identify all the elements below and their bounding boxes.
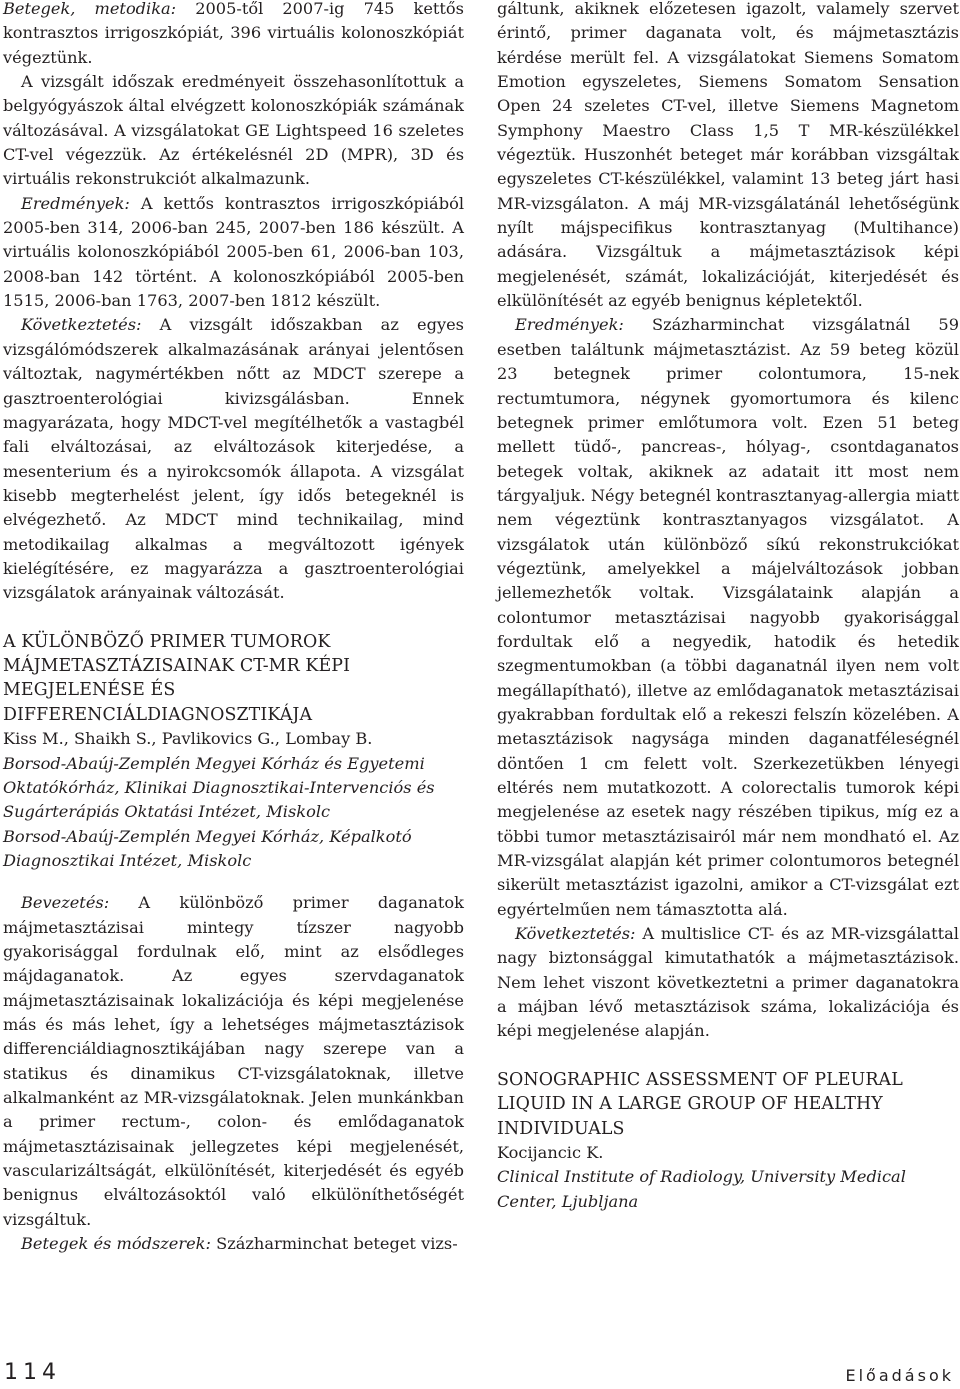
abstract-title: A KÜLÖNBÖZŐ PRIMER TUMOROK MÁJMETASZTÁZISAINAK CT-MR KÉPI MEGJELENÉSE ÉS DIFFERENCIÁLDIAGNOSZTIKÁJA (3, 631, 351, 725)
patients-continued-paragraph (497, 0, 959, 313)
abstract-affiliation-1: Borsod-Abaúj-Zemplén Megyei Kórház és Egyetemi Oktatókórház, Klinikai Diagnosztikai-Intervenciós és Sugárterápiás Oktatási Intézet, Miskolc (3, 753, 435, 822)
comparison-text: A vizsgált időszak eredményeit összehasonlítottuk a belgyógyászok által elvégzett kolonoszkópiák számának változásával. A vizsgálatokat GE Lightspeed 16 szeletes CT-vel végezzük. Az értékelésnél 2D (MPR), 3D és virtuális rekonstrukciót alkalmazunk. (3, 72, 464, 189)
patients-paragraph (3, 1232, 464, 1256)
abstract-affiliation-2: Borsod-Abaúj-Zemplén Megyei Kórház, Képalkotó Diagnosztikai Intézet, Miskolc (3, 826, 412, 870)
abstract-2-authors: Kocijancic K. (497, 1143, 604, 1162)
results-2-paragraph (497, 313, 959, 922)
conclusion-label: Következtetés: (21, 315, 142, 335)
patients-continued-text: gáltunk, akiknek előzetesen igazolt, valamely szervet érintő, primer daganata volt, és májmetasztázis kérdése merült fel. A vizsgálatokat Siemens Somatom Emotion egyszeletes, Siemens Somatom Sensation Open 24 szeletes CT-vel, illetve Siemens Magnetom Symphony Maestro Class 1,5 T MR-készülékkel végeztük. Huszonhét beteget már korábban vizsgáltak egyszeletes CT-készülékkel, valamint 13 beteg járt hasi MR-vizsgálaton. A máj MR-vizsgálatánál lehetőségünk nyílt májspecifikus kontrasztanyag (Multihance) adására. Vizsgáltuk a májmetasztázisok képi megjelenését, számát, lokalizációját, kiterjedését és elkülönítését az egyéb benignus képletektől. (497, 0, 959, 311)
abstract-2-title: SONOGRAPHIC ASSESSMENT OF PLEURAL LIQUID IN A LARGE GROUP OF HEALTHY INDIVIDUALS (497, 1069, 903, 1139)
page-number: 114 (4, 1360, 61, 1385)
patients-text: Százharminchat beteget vizs- (210, 1234, 458, 1254)
introduction-text: A különböző primer daganatok májmetasztázisai mintegy tízszer nagyobb gyakorisággal fordulnak elő, mint az elsődleges májdaganatok. Az egyes szervdaganatok májmetasztázisainak lokalizációja és képi megjelenése más és más lehet, így a lehetséges májmetasztázisok differenciáldiagnosztikájában nagy szerepe van a statikus és dinamikus CT-vizsgálatoknak, illetve alkalmanként az MR-vizsgálatoknak. Jelen munkánkban a primer rectum-, colon- és emlődaganatok májmetasztázisainak jellegzetes képi megjelenését, vascularizáltságát, elkülönítését, kiterjedését és egyéb benignus elváltozásoktól való elkülöníthetőségét vizsgáltuk. (3, 893, 464, 1229)
abstract-2-affiliation: Clinical Institute of Radiology, University Medical Center, Ljubljana (497, 1167, 906, 1211)
section-label: Előadások (845, 1366, 954, 1385)
comparison-paragraph (3, 70, 464, 192)
abstract-authors: Kiss M., Shaikh S., Pavlikovics G., Lombay B. (3, 729, 373, 749)
conclusion-text: A vizsgált időszakban az egyes vizsgálómódszerek alkalmazásának arányai jelentősen változtak, nagymértékben nőtt az MDCT szerepe a gasztroenterológiai kivizsgálásban. Ennek magyarázata, hogy MDCT-vel megítélhetők a vastagbél fali elváltozásai, az elváltozások kiterjedése, a mesenterium és a nyirokcsomók állapota. A vizsgálat kisebb megterhelést jelent, így idős betegeknél is elvégezhető. Az MDCT mind technikailag, mind metodikailag alkalmas a megváltozott igények kielégítésére, ez magyarázza a gasztroenterológiai vizsgálatok arányainak változását. (3, 315, 464, 603)
methods-text: 2005-től 2007-ig 745 kettős kontrasztos irrigoszkópiát, 396 virtuális kolonoszkópiát végeztünk. (3, 0, 464, 67)
right-column (497, 0, 959, 1214)
results-2-label: Eredmények: (515, 315, 624, 335)
results-label: Eredmények: (21, 193, 130, 213)
results-text: A kettős kontrasztos irrigoszkópiából 2005-ben 314, 2006-ban 245, 2007-ben 186 készült. A virtuális kolonoszkópiából 2005-ben 61, 2006-ban 103, 2008-ban 142 történt. A kolonoszkópiából 2005-ben 1515, 2006-ban 1763, 2007-ben 1812 készült. (3, 193, 464, 311)
patients-label: Betegek és módszerek: (21, 1234, 211, 1254)
results-paragraph (3, 192, 464, 314)
left-column (3, 0, 464, 1256)
introduction-paragraph (3, 891, 464, 1232)
conclusion-2-text: A multislice CT- és az MR-vizsgálattal nagy biztonsággal kimutathatók a májmetasztázisok. Nem lehet viszont következtetni a primer daganatokra a májban lévő metasztázisok száma, lokalizációja és képi megjelenése alapján. (497, 924, 959, 1041)
conclusion-2-label: Következtetés: (515, 924, 636, 944)
conclusion-paragraph (3, 313, 464, 605)
results-2-text: Százharminchat vizsgálatnál 59 esetben találtunk májmetasztázist. Az 59 beteg közül 23 betegnek primer colontumora, 15-nek rectumtumora, négynek gyomortumora és kilenc betegnek primer emlőtumora volt. Ezen 51 beteg mellett tüdő-, pancreas-, hólyag-, csontdaganatos betegek voltak, akiknek az adatait itt most nem tárgyaljuk. Négy betegnél kontrasztanyag-allergia miatt nem végeztünk kontrasztanyagos vizsgálatot. A vizsgálatok után különböző síkú rekonstrukciókat végeztünk, amelyekkel a májelváltozások jobban jellemezhetők voltak. Vizsgálataink alapján a colontumor metasztázisai nagyobb gyakorisággal fordultak elő a negyedik, hatodik és hetedik szegmentumokban (a többi daganatnál ilyen nem volt megállapítható), illetve az emlődaganatok metasztázisai gyakrabban fordultak elő a rekeszi felszín közelében. A metasztázisok nagysága minden daganatféleségnél döntően 1 cm felett volt. Szerkezetükben lényegi eltérés nem mutatkozott. A colorectalis tumorok képi megjelenése az esetek nagy részében tipikus, míg ez a többi tumor metasztázisairól már nem mondható el. Az MR-vizsgálat alapján két primer colontumoros betegnél sikerült metasztázist igazolni, amikor a CT-vizsgálat ezt egyértelműen nem támasztotta alá. (497, 315, 959, 919)
introduction-label: Bevezetés: (21, 893, 110, 913)
methods-paragraph (3, 0, 464, 70)
methods-label: Betegek, metodika: (3, 0, 177, 18)
conclusion-2-paragraph (497, 922, 959, 1044)
